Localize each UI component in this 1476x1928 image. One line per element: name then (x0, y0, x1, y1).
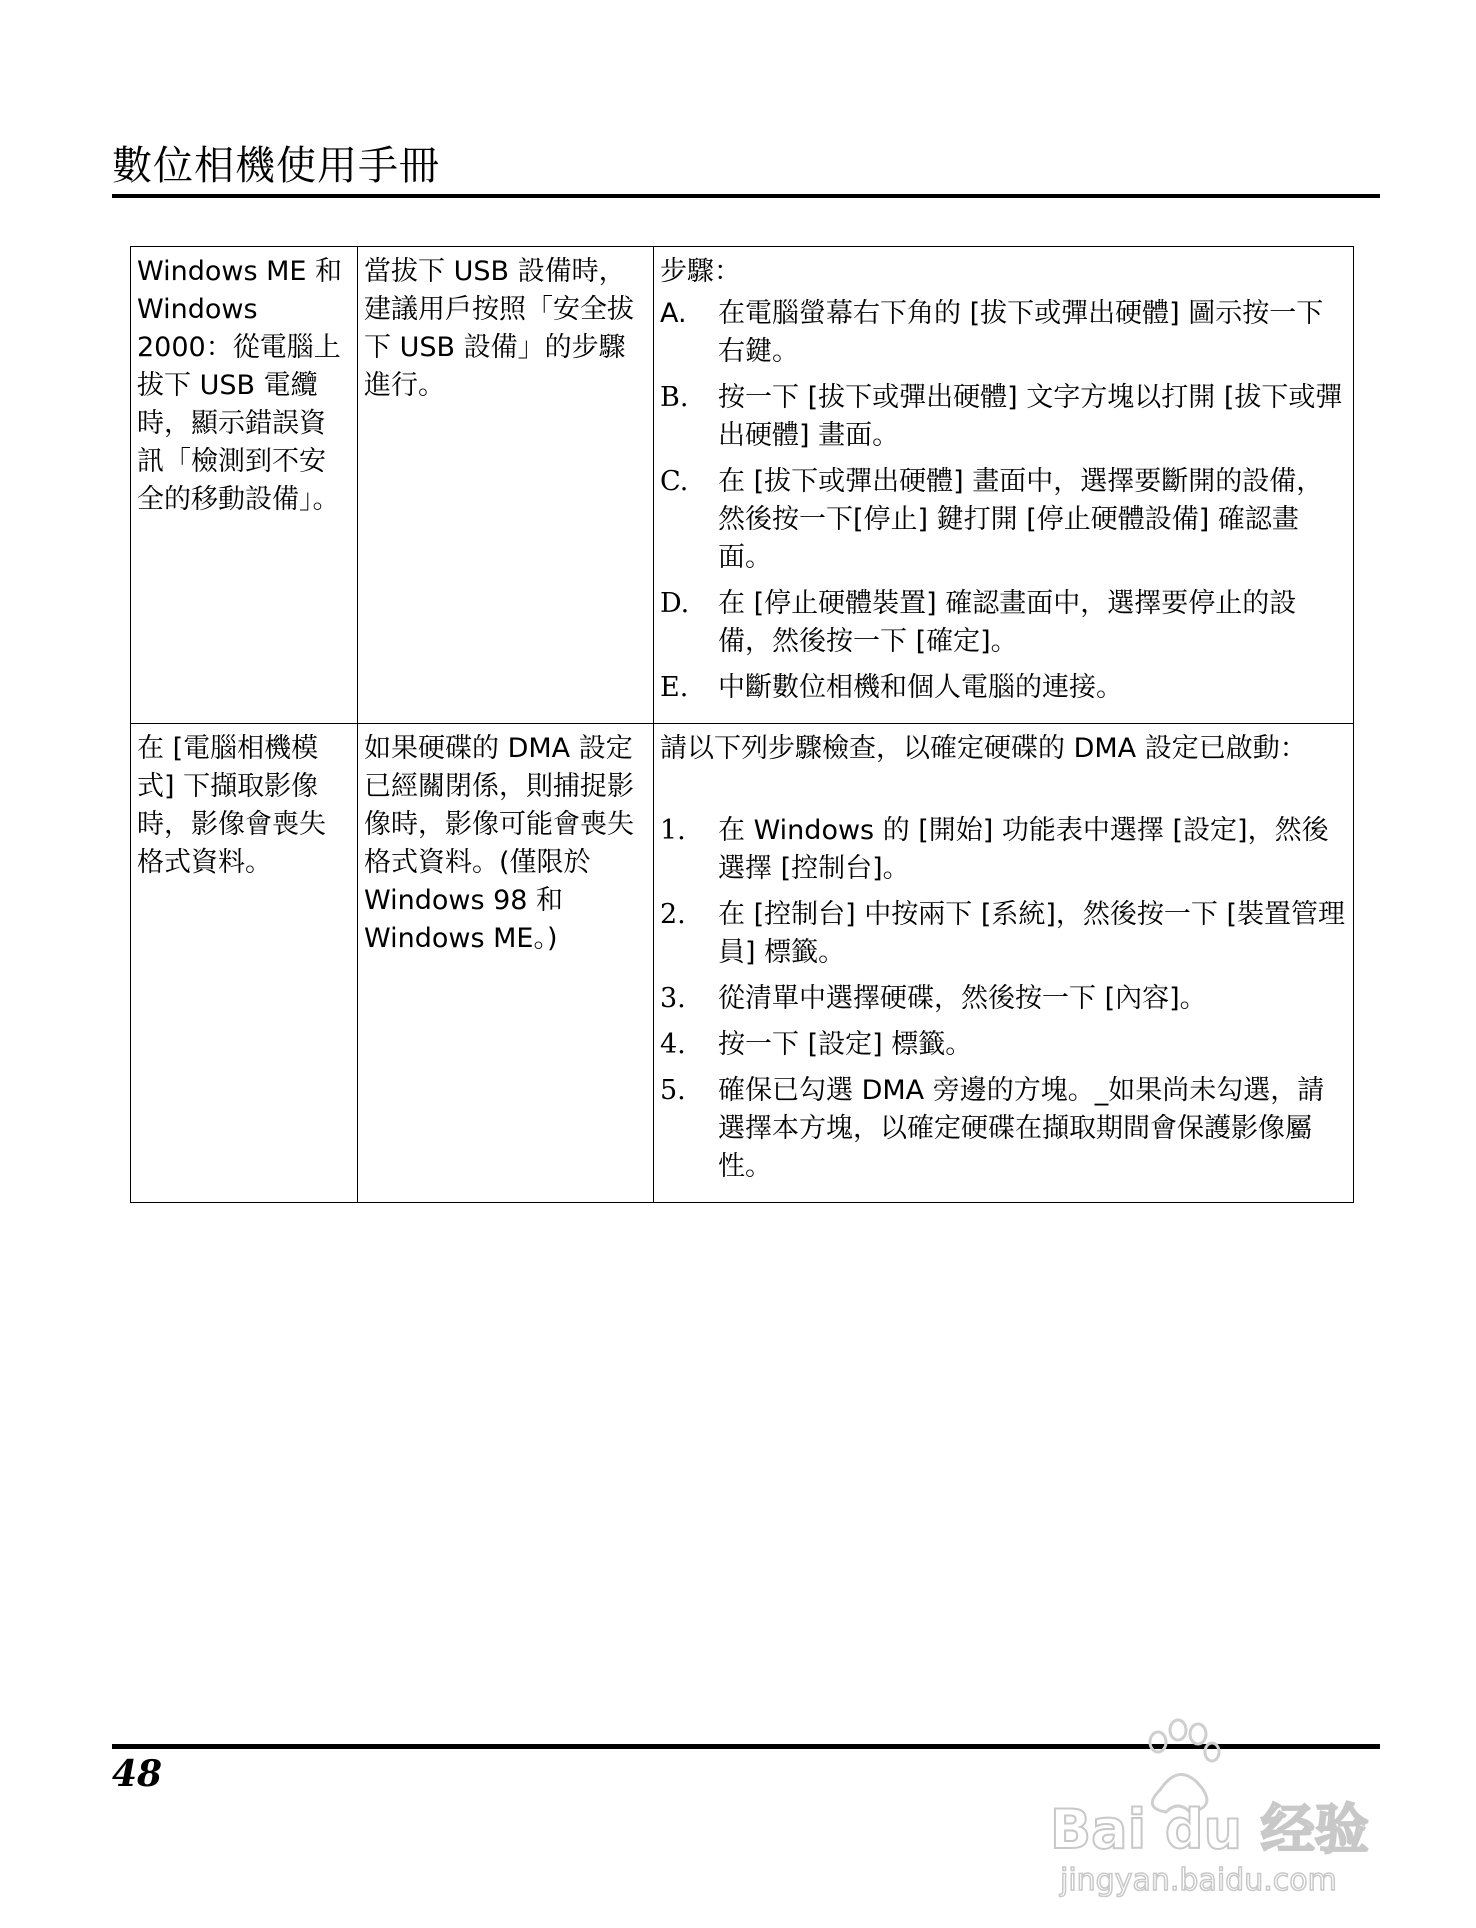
list-item (660, 1026, 1347, 1064)
list-item (660, 585, 1347, 661)
spacer (660, 768, 1347, 808)
list-item (660, 1072, 1347, 1186)
list-item (660, 980, 1347, 1018)
step-marker: B. (660, 382, 689, 413)
solution-intro: 步驟： (660, 256, 741, 287)
solution-intro: 請以下列步驟檢查，以確定硬碟的 DMA 設定已啟動： (660, 733, 1307, 764)
table-row (131, 724, 1354, 1203)
step-marker: C. (660, 466, 689, 497)
step-text: 在 [停止硬體裝置] 確認畫面中，選擇要停止的設備，然後按一下 [確定]。 (718, 588, 1297, 657)
step-marker: 1. (660, 815, 686, 846)
step-marker: A. (660, 298, 687, 329)
solution-cell (654, 724, 1354, 1203)
baidu-watermark-logo (1030, 1700, 1410, 1900)
header-divider (112, 194, 1380, 198)
step-list (660, 295, 1347, 707)
step-text: 確保已勾選 DMA 旁邊的方塊。_如果尚未勾選，請選擇本方塊，以確定硬碟在擷取期間會保護影像屬性。 (718, 1075, 1325, 1182)
cause-cell: 當拔下 USB 設備時，建議用戶按照「安全拔下 USB 設備」的步驟進行。 (358, 247, 654, 724)
solution-cell (654, 247, 1354, 724)
step-text: 從清單中選擇硬碟，然後按一下 [內容]。 (718, 983, 1207, 1014)
problem-cell: Windows ME 和 Windows 2000：從電腦上拔下 USB 電纜時，顯示錯誤資訊「檢測到不安全的移動設備」。 (131, 247, 358, 724)
step-marker: E. (660, 672, 689, 703)
cause-cell: 如果硬碟的 DMA 設定已經關閉係，則捕捉影像時，影像可能會喪失格式資料。(僅限於 Windows 98 和 Windows ME。) (358, 724, 654, 1203)
list-item (660, 295, 1347, 371)
step-list (660, 812, 1347, 1186)
list-item (660, 463, 1347, 577)
step-text: 中斷數位相機和個人電腦的連接。 (718, 672, 1123, 703)
troubleshooting-table (130, 246, 1354, 1203)
step-text: 在 [控制台] 中按兩下 [系統]，然後按一下 [裝置管理員] 標籤。 (718, 899, 1345, 968)
step-marker: 3. (660, 983, 686, 1014)
list-item (660, 379, 1347, 455)
watermark-brand: Bai du 经验 (1050, 1798, 1369, 1861)
list-item (660, 669, 1347, 707)
watermark-url: jingyan.baidu.com (1060, 1863, 1337, 1898)
step-text: 在電腦螢幕右下角的 [拔下或彈出硬體] 圖示按一下右鍵。 (718, 298, 1324, 367)
step-marker: 5. (660, 1075, 686, 1106)
step-marker: 2. (660, 899, 686, 930)
table-row (131, 247, 1354, 724)
step-text: 按一下 [拔下或彈出硬體] 文字方塊以打開 [拔下或彈出硬體] 畫面。 (718, 382, 1343, 451)
step-text: 在 Windows 的 [開始] 功能表中選擇 [設定]，然後選擇 [控制台]。 (718, 815, 1329, 884)
step-marker: D. (660, 588, 690, 619)
list-item (660, 812, 1347, 888)
step-marker: 4. (660, 1029, 686, 1060)
page-header-title: 數位相機使用手冊 (112, 143, 440, 189)
step-text: 按一下 [設定] 標籤。 (718, 1029, 973, 1060)
list-item (660, 896, 1347, 972)
problem-cell: 在 [電腦相機模式] 下擷取影像時，影像會喪失格式資料。 (131, 724, 358, 1203)
step-text: 在 [拔下或彈出硬體] 畫面中，選擇要斷開的設備，然後按一下[停止] 鍵打開 [停止硬體設備] 確認畫面。 (718, 466, 1324, 573)
page-number: 48 (112, 1753, 163, 1795)
